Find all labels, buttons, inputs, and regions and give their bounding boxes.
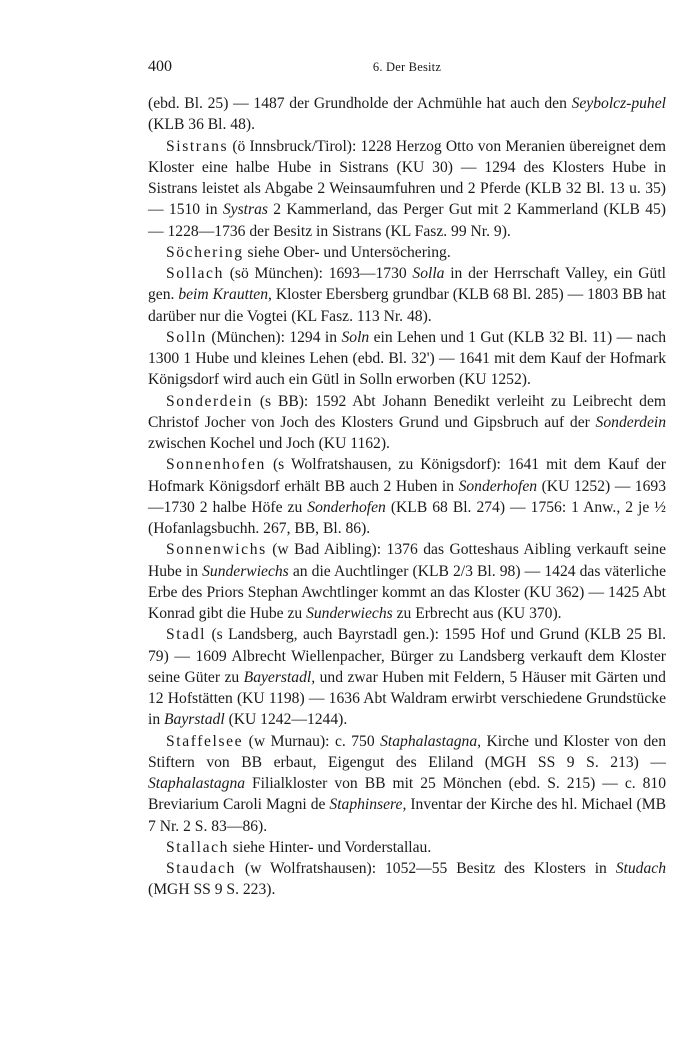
- body-text: [148, 93, 666, 901]
- entry-head: Stallach: [166, 838, 230, 856]
- entry-text: an die Auchtlinger (KLB 2/3 Bl. 98) — 1424 das väterliche Erbe des Priors Stephan Awchtlinger kommt an das Kloster (KU 362) — 1425 Abt Konrad gibt die Hube zu: [148, 562, 666, 622]
- entry-text: (w Murnau): c. 750: [243, 732, 381, 750]
- entry-text: (s Landsberg, auch Bayrstadl gen.): 1595 Hof und Grund (KLB 25 Bl. 79) — 1609 Albrecht Wiellenpacher, Bürger zu Landsberg verkauft dem Kloster seine Güter zu: [148, 626, 666, 686]
- running-head: 6. Der Besitz: [372, 60, 442, 74]
- italic-name: Solla: [412, 265, 445, 282]
- italic-name: Bayrstadl: [164, 711, 225, 729]
- entry-head: Staudach: [166, 860, 236, 877]
- entry-head: Sistrans: [166, 137, 229, 155]
- entry-head: Staffelsee: [166, 732, 244, 750]
- entry-text: Kirche und Kloster von den Stiftern von BB erbaut, Eigengut des Eliland (MGH SS 9 S. 213) —: [148, 732, 666, 771]
- entry-text: ein Lehen und 1 Gut (KLB 32 Bl. 11) — nach 1300 1 Hube und kleines Lehen (ebd. Bl. 32') — 1641 mit dem Kauf der Hofmark Königsdorf wird auch ein Gütl in Solln erworben (KU 1252).: [148, 328, 666, 389]
- entry-text: Filialkloster von BB mit 25 Mönchen (ebd. S. 215) — c. 810 Breviarium Caroli Magni de: [148, 775, 666, 814]
- entry-text: zwischen Kochel und Joch (KU 1162).: [148, 435, 390, 452]
- entry-head: Söchering: [166, 243, 244, 261]
- entry-text: (MGH SS 9 S. 223).: [148, 881, 276, 899]
- italic-name: Bayerstadl,: [243, 668, 316, 686]
- italic-name: Sunderwiechs: [306, 605, 393, 622]
- place-entry: [148, 263, 666, 327]
- entry-text: (KU 1252) — 1693—1730 2 halbe Höfe zu: [148, 477, 666, 516]
- entry-head: Sonnenwichs: [166, 541, 267, 559]
- place-entry: [148, 454, 666, 539]
- place-entry: [148, 624, 666, 730]
- italic-name: beim Krautten,: [178, 286, 272, 304]
- place-entry: [148, 391, 666, 455]
- place-entry: [148, 327, 666, 391]
- place-entry: [148, 539, 666, 624]
- place-entry: [148, 731, 666, 837]
- entry-text: siehe Hinter- und Vorderstallau.: [229, 838, 432, 856]
- entry-text: in der Herrschaft Valley, ein Gütl gen.: [148, 265, 667, 304]
- entry-text: Kloster Ebersberg grundbar (KLB 68 Bl. 285) — 1803 BB hat darüber nur die Vogtei (KL Fasz. 113 Nr. 48).: [148, 286, 666, 325]
- italic-name: Sunderwiechs: [202, 562, 289, 580]
- place-entry: [148, 837, 666, 858]
- entry-text: und zwar Huben mit Feldern, 5 Häuser mit Gärten und 12 Hofstätten (KU 1198) — 1636 Abt Waldram erwirbt verschiedene Grundstücke in: [148, 668, 666, 729]
- entry-text: (KU 1242—1244).: [224, 711, 348, 729]
- entry-head: Sollach: [166, 265, 224, 282]
- italic-name: Soln: [341, 328, 370, 346]
- continued-paragraph: [148, 93, 666, 136]
- entry-text: (KLB 36 Bl. 48).: [148, 116, 255, 134]
- entry-text: (s Wolfratshausen, zu Königsdorf): 1641 mit dem Kauf der Hofmark Königsdorf erhält BB auch 2 Huben in: [148, 456, 666, 495]
- entry-head: Sonderdein: [166, 392, 254, 410]
- italic-name: Seybolcz-puhel: [571, 95, 666, 112]
- page-header: [148, 58, 666, 82]
- entry-text: (sö München): 1693—1730: [223, 265, 413, 282]
- italic-name: Staphalastagna: [148, 775, 246, 792]
- page-number: 400: [148, 58, 172, 75]
- entry-head: Solln: [166, 328, 207, 346]
- italic-name: Sonderhofen: [458, 477, 538, 495]
- entry-text: Inventar der Kirche des hl. Michael (MB 7 Nr. 2 S. 83—86).: [148, 796, 666, 835]
- entry-text: 2 Kammerland, das Perger Gut mit 2 Kammerland (KLB 45) — 1228—1736 der Besitz in Sistrans (KL Fasz. 99 Nr. 9).: [148, 201, 666, 240]
- italic-name: Sonderdein: [595, 413, 666, 431]
- entry-text: (w Bad Aibling): 1376 das Gotteshaus Aibling verkauft seine Hube in: [148, 541, 666, 580]
- italic-name: Staphinsere,: [329, 796, 407, 814]
- entry-head: Stadl: [166, 626, 207, 644]
- entry-head: Sonnenhofen: [166, 456, 266, 474]
- entry-text: zu Erbrecht aus (KU 370).: [392, 605, 562, 622]
- italic-name: Staphalastagna,: [380, 732, 482, 750]
- entry-text: (ebd. Bl. 25) — 1487 der Grundholde der Achmühle hat auch den: [148, 95, 572, 112]
- entry-text: siehe Ober- und Untersöchering.: [243, 243, 451, 261]
- entry-text: (s BB): 1592 Abt Johann Benedikt verleiht zu Leibrecht dem Christof Jocher von Joch des Klosters Grund und Gipsbruch auf der: [148, 392, 666, 431]
- italic-name: Systras: [222, 201, 268, 219]
- italic-name: Studach: [615, 860, 666, 877]
- entry-text: (w Wolfratshausen): 1052—55 Besitz des Klosters in: [235, 860, 616, 877]
- place-entry: [148, 858, 666, 901]
- entry-text: (KLB 68 Bl. 274) — 1756: 1 Anw., 2 je ½ (Hofanlagsbuchh. 267, BB, Bl. 86).: [148, 498, 666, 537]
- place-entry: [148, 136, 666, 242]
- entry-text: (ö Innsbruck/Tirol): 1228 Herzog Otto von Meranien übereignet dem Kloster eine halbe Hube in Sistrans (KU 30) — 1294 des Klosters Hube in Sistrans leistet als Abgabe 2 Weinsaumfuhren und 2 Pferde (KLB 32 Bl. 13 u. 35) — 1510 in: [148, 137, 666, 219]
- place-entry: [148, 242, 666, 263]
- entry-text: (München): 1294 in: [206, 328, 342, 346]
- italic-name: Sonderhofen: [307, 498, 386, 516]
